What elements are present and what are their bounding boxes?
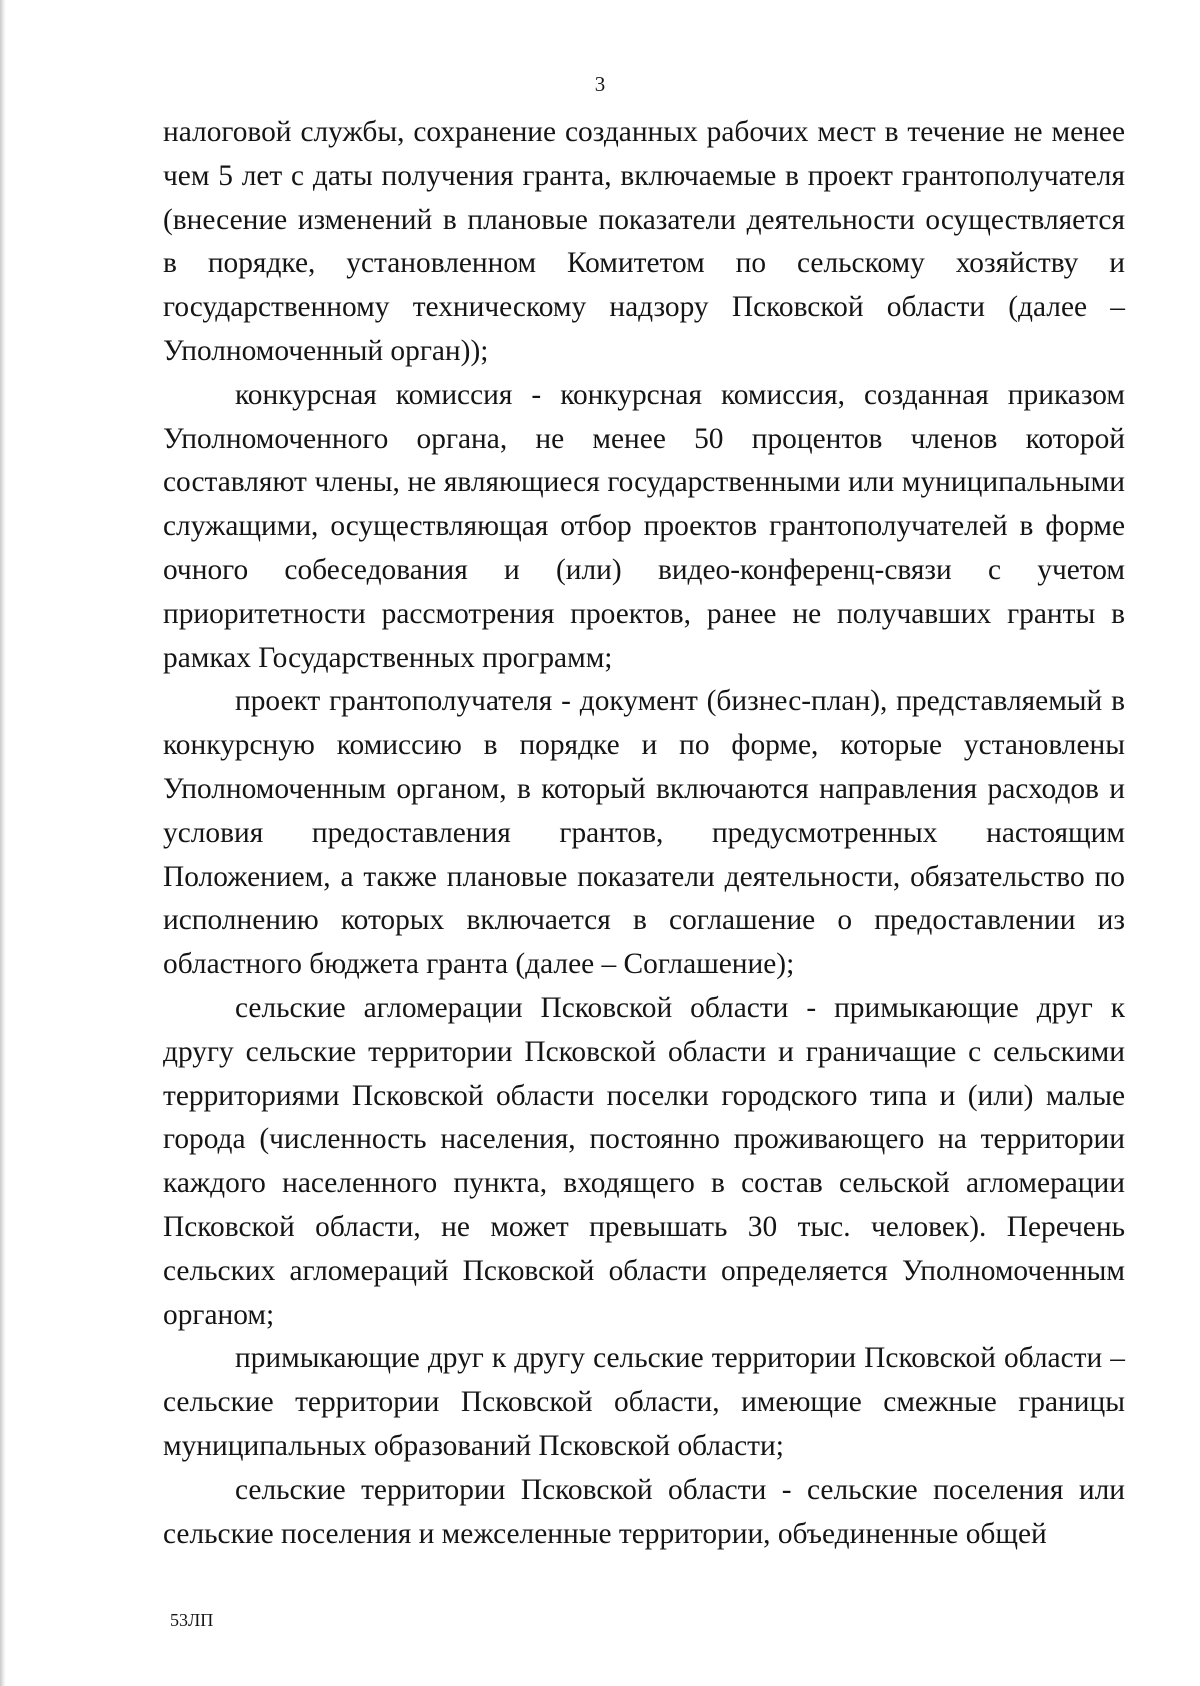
paragraph-competition-commission: конкурсная комиссия - конкурсная комиссия, созданная приказом Уполномоченного органа, не менее 50 процентов членов которой составляют члены, не являющиеся государственными или муниципальными служащими, осуществляющая отбор проектов грантополучателей в форме очного собеседования и (или) видео-конференц-связи с учетом приоритетности рассмотрения проектов, ранее не получавших гранты в рамках Государственных программ; xyxy=(163,378,1125,674)
paragraph-tax-service-continuation: налоговой службы, сохранение созданных рабочих мест в течение не менее чем 5 лет с даты получения гранта, включаемые в проект грантополучателя (внесение изменений в плановые показатели деятельности осуществляется в порядке, установленном Комитетом по сельскому хозяйству и государственному техническому надзору Псковской области (далее – Уполномоченный орган)); xyxy=(163,116,1125,367)
page-number: 3 xyxy=(594,72,606,96)
paragraph-grant-project: проект грантополучателя - документ (бизнес-план), представляемый в конкурсную комиссию в порядке и по форме, которые установлены Уполномоченным органом, в который включаются направления расходов и условия предоставления грантов, предусмотренных настоящим Положением, а также плановые показатели деятельности, обязательство по исполнению которых включается в соглашение о предоставлении из областного бюджета гранта (далее – Соглашение); xyxy=(163,685,1125,981)
paragraph-adjacent-rural-territories: примыкающие друг к другу сельские территории Псковской области – сельские территории Псковской области, имеющие смежные границы муниципальных образований Псковской области; xyxy=(163,1342,1125,1462)
paragraph-rural-territories: сельские территории Псковской области - сельские поселения или сельские поселения и межселенные территории, объединенные общей xyxy=(163,1473,1125,1550)
scan-edge-shadow xyxy=(0,0,6,1686)
paragraph-rural-agglomerations: сельские агломерации Псковской области - примыкающие друг к другу сельские территории Псковской области и граничащие с сельскими территориями Псковской области поселки городского типа и (или) малые города (численность населения, постоянно проживающего на территории каждого населенного пункта, входящего в состав сельской агломерации Псковской области, не может превышать 30 тыс. человек). Перечень сельских агломераций Псковской области определяется Уполномоченным органом; xyxy=(163,991,1125,1331)
document-body xyxy=(163,111,1125,1556)
document-code: 53ЛП xyxy=(170,1610,214,1630)
